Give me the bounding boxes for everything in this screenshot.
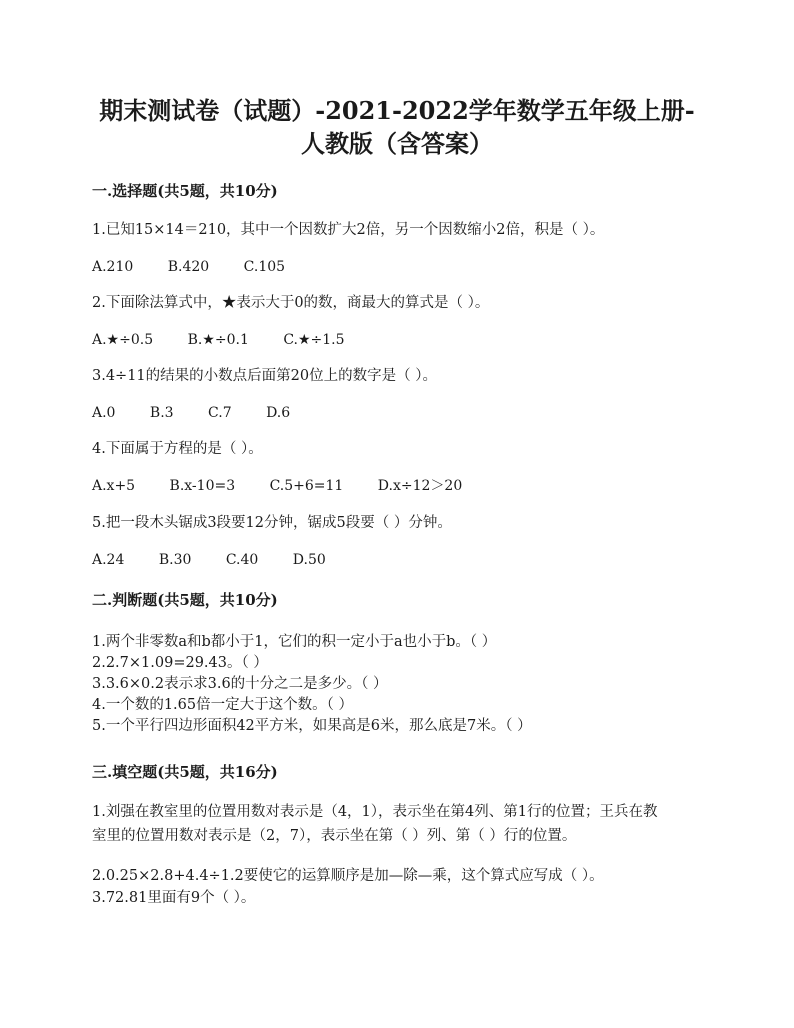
option-c: C.★÷1.5 [283, 332, 345, 348]
question-1-5-options [92, 550, 356, 570]
judge-item-5: 5.一个平行四边形面积42平方米，如果高是6米，那么底是7米。（ ） [92, 718, 532, 734]
option-c: C.40 [225, 552, 259, 568]
question-1-4-options [92, 476, 492, 496]
judge-item-1: 1.两个非零数a和b都小于1，它们的积一定小于a也小于b。（ ） [92, 634, 497, 650]
option-b: B.420 [167, 259, 210, 275]
option-a: A.0 [92, 405, 116, 421]
fill-question-1-line1: 1.刘强在教室里的位置用数对表示是（4，1），表示坐在第4列、第1行的位置；王兵在教 [92, 804, 658, 820]
exam-title-line2: 人教版（含答案） [301, 129, 493, 158]
option-d: D.6 [266, 405, 291, 421]
option-a: A.★÷0.5 [92, 332, 154, 348]
option-b: B.x-10=3 [169, 478, 236, 494]
question-1-3-options [92, 403, 320, 423]
fill-question-1-line2: 室里的位置用数对表示是（2，7），表示坐在第（ ）列、第（ ）行的位置。 [92, 828, 577, 844]
option-b: B.3 [149, 405, 174, 421]
question-1-1-options [92, 257, 315, 277]
question-1-5: 5.把一段木头锯成3段要12分钟，锯成5段要（ ）分钟。 [92, 515, 452, 531]
judge-item-3: 3.3.6×0.2表示求3.6的十分之二是多少。（ ） [92, 676, 388, 692]
option-c: C.7 [208, 405, 232, 421]
fill-question-3: 3.72.81里面有9个（ ）。 [92, 890, 256, 906]
judge-item-2: 2.2.7×1.09=29.43。（ ） [92, 655, 268, 671]
question-1-4: 4.下面属于方程的是（ ）。 [92, 441, 263, 457]
question-1-2-options [92, 330, 375, 350]
option-a: A.210 [92, 259, 134, 275]
section2-heading: 二.判断题(共5题，共10分) [92, 591, 278, 609]
option-a: A.24 [92, 552, 125, 568]
question-1-2: 2.下面除法算式中，★表示大于0的数，商最大的算式是（ ）。 [92, 295, 490, 311]
fill-question-2: 2.0.25×2.8+4.4÷1.2要使它的运算顺序是加—除—乘，这个算式应写成（ ）。 [92, 868, 604, 884]
question-1-3: 3.4÷11的结果的小数点后面第20位上的数字是（ ）。 [92, 368, 437, 384]
section1-heading: 一.选择题(共5题，共10分) [92, 182, 278, 200]
option-b: B.★÷0.1 [187, 332, 249, 348]
judge-item-4: 4.一个数的1.65倍一定大于这个数。（ ） [92, 697, 353, 713]
option-c: C.105 [243, 259, 286, 275]
question-1-1: 1.已知15×14＝210，其中一个因数扩大2倍，另一个因数缩小2倍，积是（ ）。 [92, 222, 605, 238]
section3-heading: 三.填空题(共5题，共16分) [92, 763, 278, 781]
option-d: D.50 [292, 552, 326, 568]
option-d: D.x÷12＞20 [377, 478, 463, 494]
option-b: B.30 [158, 552, 192, 568]
option-c: C.5+6=11 [269, 478, 344, 494]
exam-title-line1: 期末测试卷（试题）-2021-2022学年数学五年级上册- [99, 96, 695, 125]
option-a: A.x+5 [92, 478, 136, 494]
